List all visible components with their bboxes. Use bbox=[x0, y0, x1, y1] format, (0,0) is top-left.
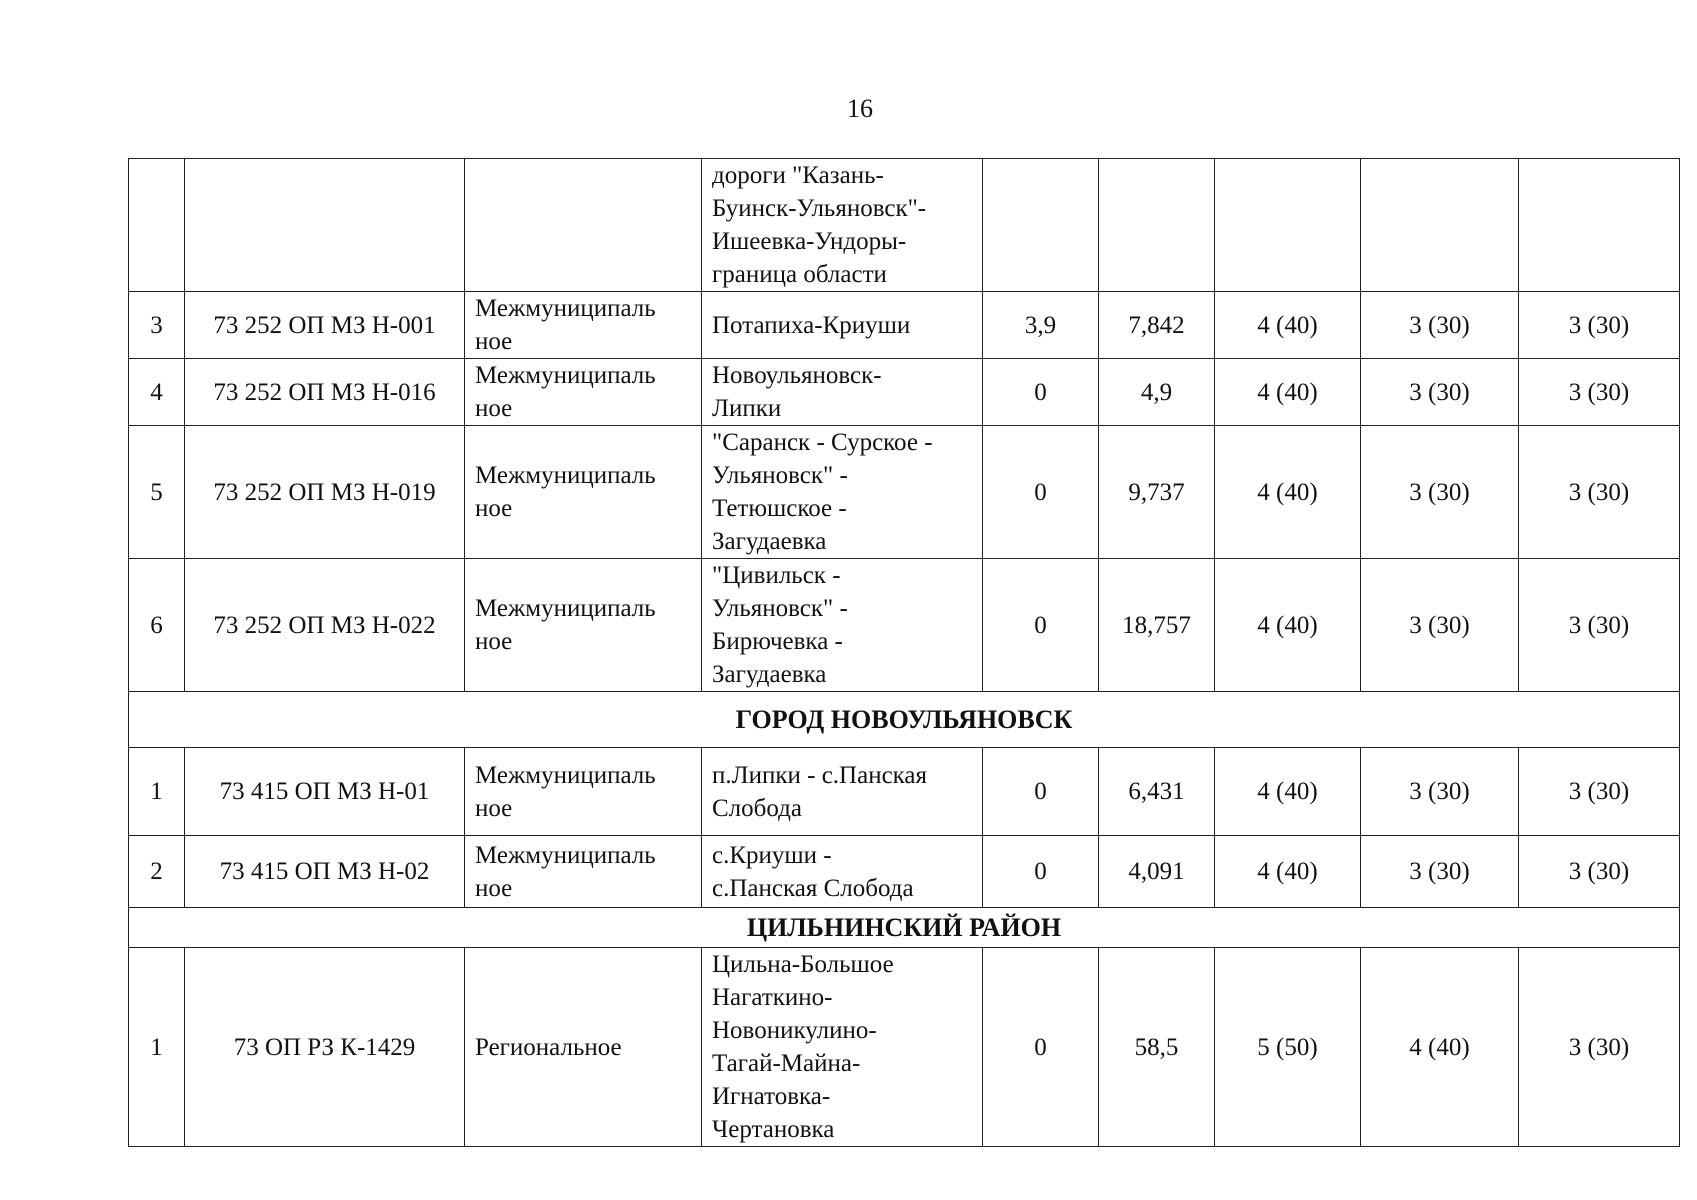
cell-category-2: 3 (30) bbox=[1361, 426, 1519, 559]
cell-km-start bbox=[983, 159, 1099, 292]
cell-category-1 bbox=[1215, 159, 1361, 292]
name-line: Липки bbox=[712, 395, 782, 422]
cell-km-start: 0 bbox=[983, 426, 1099, 559]
cell-road-name bbox=[702, 359, 983, 426]
table-row bbox=[129, 292, 1680, 359]
cell-significance bbox=[465, 359, 702, 426]
name-line: Нагаткино- bbox=[712, 984, 833, 1011]
cell-category-3: 3 (30) bbox=[1519, 559, 1680, 692]
name-line: Ишеевка-Ундоры- bbox=[712, 228, 907, 255]
cell-category-2: 4 (40) bbox=[1361, 948, 1519, 1147]
cell-significance bbox=[465, 948, 702, 1147]
cell-code: 73 415 ОП МЗ Н-02 bbox=[185, 836, 465, 908]
cell-num: 1 bbox=[129, 948, 185, 1147]
cell-category-1: 4 (40) bbox=[1215, 359, 1361, 426]
cell-road-name bbox=[702, 292, 983, 359]
section-heading-novoulyanovsk-row bbox=[129, 692, 1680, 748]
name-line: п.Липки - с.Панская bbox=[712, 761, 928, 789]
table-row bbox=[129, 836, 1680, 908]
name-line: Ульяновск" - bbox=[712, 595, 848, 622]
cell-code: 73 252 ОП МЗ Н-016 bbox=[185, 359, 465, 426]
name-line: Игнатовка- bbox=[712, 1083, 831, 1110]
name-line: дороги "Казань- bbox=[712, 162, 884, 189]
significance-line: Межмуниципаль bbox=[475, 841, 656, 869]
roads-table bbox=[128, 158, 1680, 1147]
cell-category-3: 3 (30) bbox=[1519, 948, 1680, 1147]
name-line: с.Криуши - bbox=[712, 841, 832, 869]
cell-category-2 bbox=[1361, 159, 1519, 292]
name-line: Тагай-Майна- bbox=[712, 1050, 861, 1077]
cell-category-2: 3 (30) bbox=[1361, 836, 1519, 908]
cell-road-name bbox=[702, 748, 983, 836]
section-heading-novoulyanovsk: ГОРОД НОВОУЛЬЯНОВСК bbox=[129, 692, 1680, 748]
name-line: Буинск-Ульяновск"- bbox=[712, 195, 927, 222]
name-line: Бирючевка - bbox=[712, 628, 843, 655]
cell-km-end: 6,431 bbox=[1099, 748, 1215, 836]
significance-line: ное bbox=[475, 794, 513, 822]
cell-category-1: 4 (40) bbox=[1215, 748, 1361, 836]
name-line: Цильна-Большое bbox=[712, 951, 894, 978]
cell-code: 73 252 ОП МЗ Н-019 bbox=[185, 426, 465, 559]
cell-num: 3 bbox=[129, 292, 185, 359]
significance-line: Межмуниципаль bbox=[475, 362, 656, 389]
cell-category-2: 3 (30) bbox=[1361, 292, 1519, 359]
cell-km-end: 9,737 bbox=[1099, 426, 1215, 559]
significance-line: ное bbox=[475, 874, 513, 902]
table-row bbox=[129, 948, 1680, 1147]
cell-category-3: 3 (30) bbox=[1519, 292, 1680, 359]
cell-code: 73 252 ОП МЗ Н-022 bbox=[185, 559, 465, 692]
cell-category-1: 4 (40) bbox=[1215, 836, 1361, 908]
cell-num: 2 bbox=[129, 836, 185, 908]
cell-category-3: 3 (30) bbox=[1519, 836, 1680, 908]
name-line: Загудаевка bbox=[712, 661, 827, 688]
significance-line: Межмуниципаль bbox=[475, 595, 656, 622]
cell-km-end: 18,757 bbox=[1099, 559, 1215, 692]
cell-km-end: 4,9 bbox=[1099, 359, 1215, 426]
cell-km-end: 58,5 bbox=[1099, 948, 1215, 1147]
name-line: с.Панская Слобода bbox=[712, 874, 914, 902]
page-number: 16 bbox=[847, 94, 873, 123]
cell-category-3: 3 (30) bbox=[1519, 426, 1680, 559]
table-row bbox=[129, 748, 1680, 836]
cell-category-3: 3 (30) bbox=[1519, 748, 1680, 836]
cell-road-name bbox=[702, 836, 983, 908]
cell-num: 1 bbox=[129, 748, 185, 836]
name-line: "Цивильск - bbox=[712, 562, 841, 589]
cell-significance bbox=[465, 748, 702, 836]
section-heading-tsilna: ЦИЛЬНИНСКИЙ РАЙОН bbox=[129, 908, 1680, 948]
name-line: Слобода bbox=[712, 794, 802, 822]
significance-line: ное bbox=[475, 328, 513, 355]
significance-line: Межмуниципаль bbox=[475, 462, 656, 489]
cell-category-2: 3 (30) bbox=[1361, 748, 1519, 836]
significance-line: Межмуниципаль bbox=[475, 295, 656, 322]
name-line: граница области bbox=[712, 261, 887, 288]
cell-significance bbox=[465, 292, 702, 359]
cell-km-end: 7,842 bbox=[1099, 292, 1215, 359]
significance-line: Межмуниципаль bbox=[475, 761, 656, 789]
table-row-continued bbox=[129, 159, 1680, 292]
cell-code: 73 415 ОП МЗ Н-01 bbox=[185, 748, 465, 836]
cell-road-name bbox=[702, 426, 983, 559]
table-body bbox=[129, 159, 1680, 1147]
table-row bbox=[129, 426, 1680, 559]
cell-num: 6 bbox=[129, 559, 185, 692]
cell-road-name bbox=[702, 948, 983, 1147]
cell-significance bbox=[465, 559, 702, 692]
cell-km-start: 0 bbox=[983, 748, 1099, 836]
cell-category-1: 4 (40) bbox=[1215, 559, 1361, 692]
cell-code: 73 ОП РЗ К-1429 bbox=[185, 948, 465, 1147]
cell-category-1: 4 (40) bbox=[1215, 292, 1361, 359]
name-line: Ульяновск" - bbox=[712, 462, 848, 489]
name-line: Новоульяновск- bbox=[712, 362, 882, 389]
cell-km-start: 0 bbox=[983, 948, 1099, 1147]
name-line: Чертановка bbox=[712, 1116, 835, 1143]
cell-code bbox=[185, 159, 465, 292]
cell-km-end bbox=[1099, 159, 1215, 292]
cell-category-1: 5 (50) bbox=[1215, 948, 1361, 1147]
cell-significance bbox=[465, 836, 702, 908]
section-heading-tsilna-row bbox=[129, 908, 1680, 948]
cell-km-start: 0 bbox=[983, 359, 1099, 426]
cell-km-start: 0 bbox=[983, 559, 1099, 692]
cell-km-start: 0 bbox=[983, 836, 1099, 908]
table-row bbox=[129, 559, 1680, 692]
cell-num: 4 bbox=[129, 359, 185, 426]
cell-category-3 bbox=[1519, 159, 1680, 292]
cell-category-2: 3 (30) bbox=[1361, 359, 1519, 426]
significance-line: ное bbox=[475, 395, 513, 422]
name-line: Тетюшское - bbox=[712, 495, 847, 522]
name-line: Загудаевка bbox=[712, 528, 827, 555]
significance-line: ное bbox=[475, 495, 513, 522]
cell-km-start: 3,9 bbox=[983, 292, 1099, 359]
cell-category-1: 4 (40) bbox=[1215, 426, 1361, 559]
name-line: Новоникулино- bbox=[712, 1017, 877, 1044]
cell-category-2: 3 (30) bbox=[1361, 559, 1519, 692]
table-row bbox=[129, 359, 1680, 426]
cell-significance bbox=[465, 159, 702, 292]
significance-line: Региональное bbox=[475, 1033, 622, 1061]
cell-category-3: 3 (30) bbox=[1519, 359, 1680, 426]
cell-significance bbox=[465, 426, 702, 559]
cell-num: 5 bbox=[129, 426, 185, 559]
name-line: Потапиха-Криуши bbox=[712, 311, 911, 339]
cell-num bbox=[129, 159, 185, 292]
cell-road-name bbox=[702, 559, 983, 692]
cell-code: 73 252 ОП МЗ Н-001 bbox=[185, 292, 465, 359]
name-line: "Саранск - Сурское - bbox=[712, 429, 933, 456]
cell-km-end: 4,091 bbox=[1099, 836, 1215, 908]
cell-road-name bbox=[702, 159, 983, 292]
significance-line: ное bbox=[475, 628, 513, 655]
